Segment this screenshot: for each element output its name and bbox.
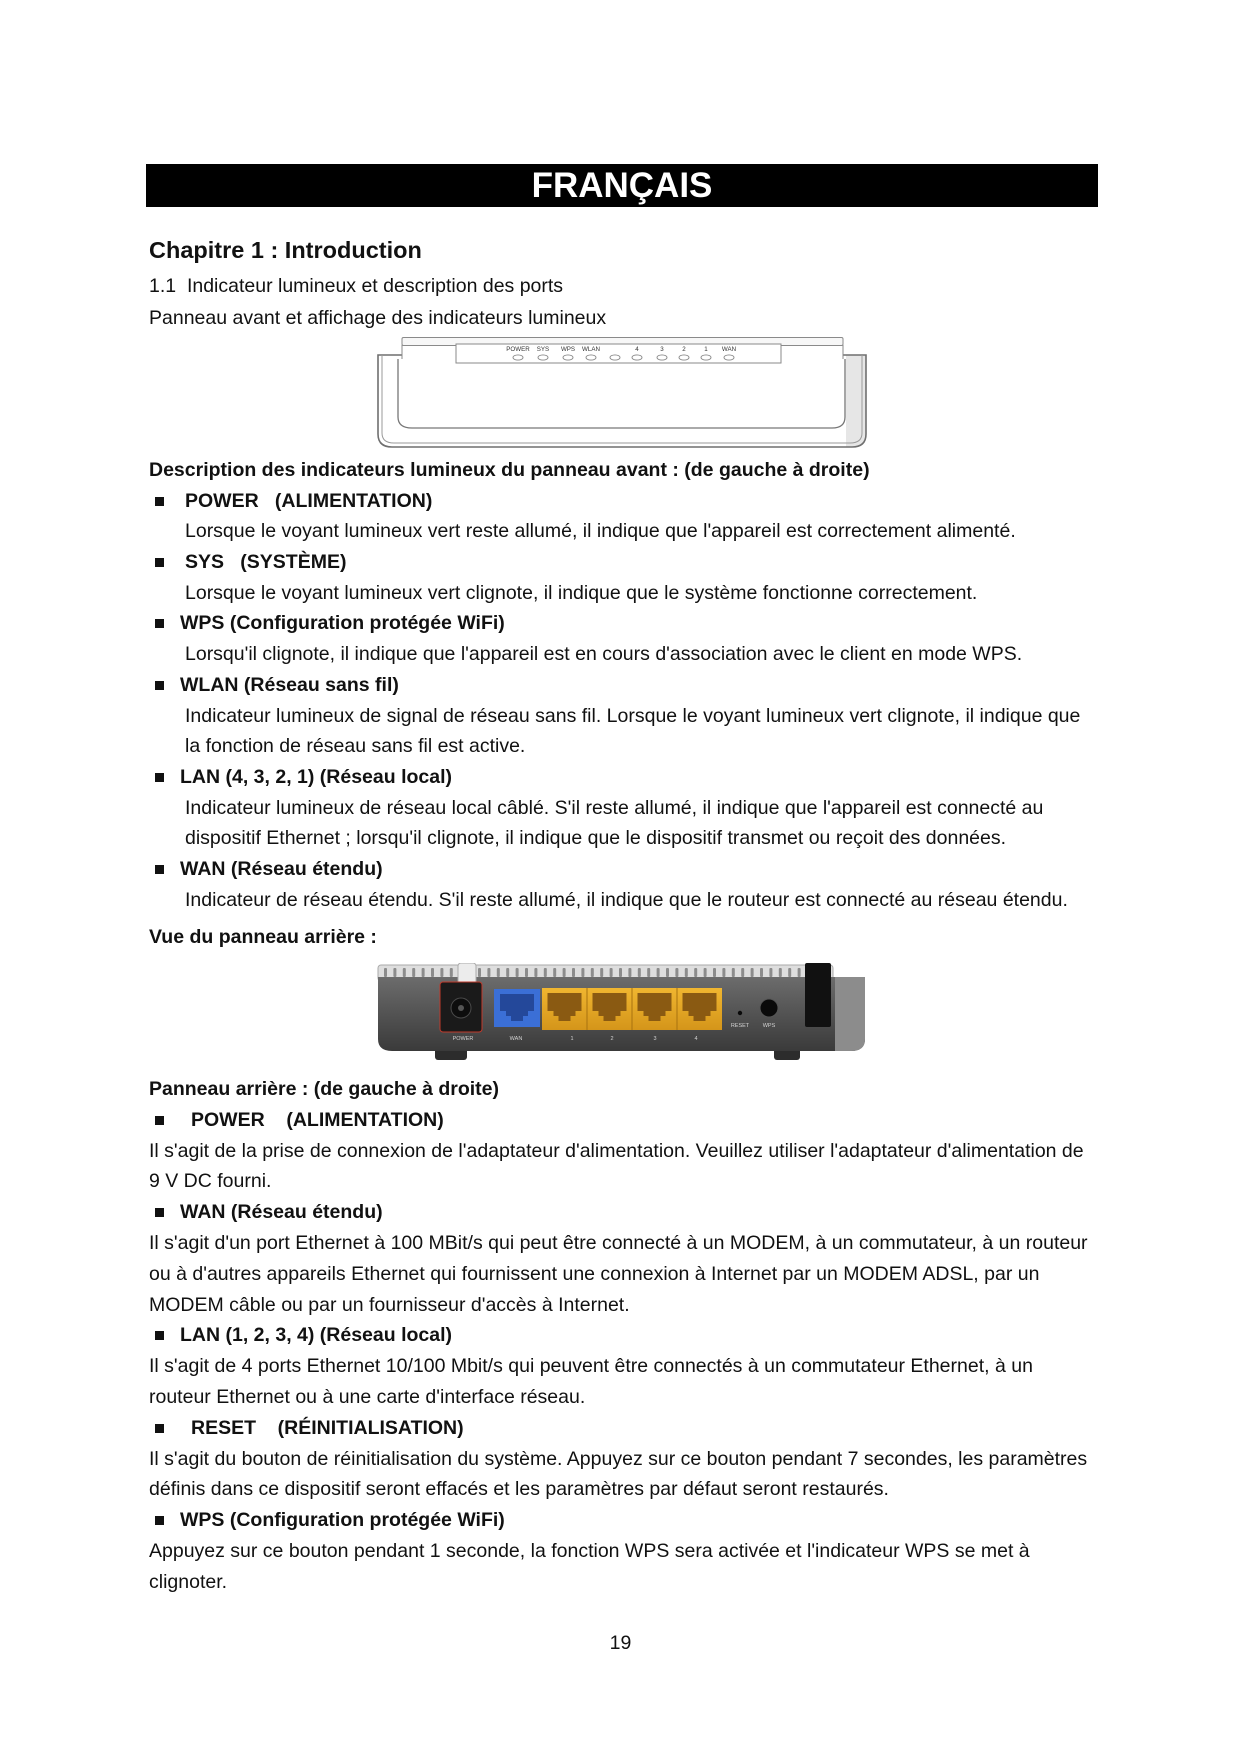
vent-slot (685, 968, 688, 977)
rear-view-heading: Vue du panneau arrière : (149, 926, 377, 948)
bullet-label: WPS (Configuration protégée WiFi) (180, 1509, 505, 1532)
bullet-label: LAN (1, 2, 3, 4) (Réseau local) (180, 1324, 453, 1347)
bullet-square-icon (155, 497, 164, 506)
led-icon (610, 355, 620, 360)
led-label-wan: WAN (721, 346, 737, 353)
vent-slot (450, 968, 453, 977)
vent-slot (647, 968, 650, 977)
bullet-wps (0, 608, 1241, 639)
vent-slot (572, 968, 575, 977)
vent-slot (440, 968, 443, 977)
bullet-square-icon (155, 1331, 164, 1340)
bullet-label: LAN (4, 3, 2, 1) (Réseau local) (180, 765, 453, 788)
bullet-wan (0, 854, 1241, 885)
bullet-label: WPS (Configuration protégée WiFi) (180, 612, 505, 635)
led-icon (513, 355, 523, 360)
vent-slot (412, 968, 415, 977)
rear-label-lan-4: 4 (694, 1036, 698, 1042)
vent-slot (384, 968, 387, 977)
vent-slot (497, 968, 500, 977)
bullet-text: Il s'agit du bouton de réinitialisation du système. Appuyez sur ce bouton pendant 7 secondes, les paramètres (149, 1447, 1088, 1470)
bullet-square-icon (155, 681, 164, 690)
led-label-sys: SYS (536, 346, 550, 353)
language-header-bar (146, 164, 1098, 207)
bullet-reset (0, 1413, 1241, 1444)
section-title: 1.1 Indicateur lumineux et description des ports (149, 275, 564, 297)
front-panel-inner-outline (398, 359, 845, 428)
vent-slot (704, 968, 707, 977)
bullet-wan (0, 1197, 1241, 1228)
bullet-label: RESET (RÉINITIALISATION) (191, 1416, 464, 1439)
vent-slot (628, 968, 631, 977)
bullet-text: Indicateur lumineux de réseau local câblé. S'il reste allumé, il indique que l'appareil est connecté au (185, 796, 1044, 819)
bullet-text: ou à d'autres appareils Ethernet qui fournissent une connexion à Internet par un MODEM ADSL, par un (149, 1262, 1040, 1285)
vent-slot (638, 968, 641, 977)
bullet-square-icon (155, 865, 164, 874)
vent-slot (591, 968, 594, 977)
led-icon (632, 355, 642, 360)
bullet-power (0, 1105, 1241, 1136)
bullet-text: Il s'agit de 4 ports Ethernet 10/100 Mbit/s qui peuvent être connectés à un commutateur Ethernet, à un (149, 1355, 1033, 1378)
vent-slot (553, 968, 556, 977)
vent-slot (732, 968, 735, 977)
rear-label-lan-1: 1 (570, 1036, 574, 1042)
led-icon (657, 355, 667, 360)
vent-slot (431, 968, 434, 977)
bullet-label: WAN (Réseau étendu) (180, 1201, 383, 1224)
antenna (805, 963, 831, 1027)
bullet-label: WLAN (Réseau sans fil) (180, 673, 399, 696)
rear-body-right-end (835, 977, 865, 1051)
bullet-power (0, 486, 1241, 517)
language-title: FRANÇAIS (531, 166, 713, 205)
bullet-text: Lorsque le voyant lumineux vert reste allumé, il indique que l'appareil est correctement alimenté. (185, 520, 1016, 543)
front-panel-right-shade (843, 355, 866, 447)
front-panel-outer-outline (378, 355, 866, 447)
vent-slot (779, 968, 782, 977)
vent-slot (657, 968, 660, 977)
bullet-lan (0, 762, 1241, 793)
vent-slot (403, 968, 406, 977)
bullet-square-icon (155, 773, 164, 782)
bullet-text: Appuyez sur ce bouton pendant 1 seconde, la fonction WPS sera activée et l'indicateur WPS se met à (149, 1539, 1030, 1562)
reset-button-icon (738, 1011, 742, 1015)
bullet-text: Indicateur lumineux de signal de réseau sans fil. Lorsque le voyant lumineux vert clignote, il indique que (185, 704, 1081, 727)
bullet-label: POWER (ALIMENTATION) (185, 489, 433, 512)
led-icon (724, 355, 734, 360)
intro-section (149, 271, 606, 334)
front-panel-outer-outline-2 (382, 355, 862, 443)
led-label-power: POWER (506, 346, 530, 353)
bullet-text: Lorsqu'il clignote, il indique que l'appareil est en cours d'association avec le client en mode WPS. (185, 643, 1023, 666)
vent-slot (675, 968, 678, 977)
rear-panel-image (376, 963, 866, 1061)
vent-slot (610, 968, 613, 977)
bullet-wps (0, 1505, 1241, 1536)
rear-ports-heading: Panneau arrière : (de gauche à droite) (149, 1078, 500, 1100)
vent-slot (741, 968, 744, 977)
bullet-text: définis dans ce dispositif seront effacés et les paramètres par défaut seront restaurés. (149, 1478, 889, 1501)
vent-slot (525, 968, 528, 977)
front-panel-image (376, 337, 868, 449)
wps-button-icon (760, 999, 778, 1017)
vent-slot (581, 968, 584, 977)
led-label-wps: WPS (560, 346, 576, 353)
led-label-lan-4: 4 (635, 346, 639, 353)
vent-slot (478, 968, 481, 977)
vent-slot (619, 968, 622, 977)
bullet-text: Lorsque le voyant lumineux vert clignote, il indique que le système fonctionne correctement. (185, 581, 978, 604)
vent-slot (751, 968, 754, 977)
bullet-text: Il s'agit de la prise de connexion de l'adaptateur d'alimentation. Veuillez utiliser l'adaptateur d'alimentation de (149, 1139, 1084, 1162)
vent-slot (713, 968, 716, 977)
vent-slot (600, 968, 603, 977)
rear-label-wps: WPS (762, 1023, 776, 1029)
vent-slot (769, 968, 772, 977)
bullet-text: 9 V DC fourni. (149, 1170, 272, 1193)
led-icon (701, 355, 711, 360)
vent-slot (516, 968, 519, 977)
page-number: 19 (609, 1632, 632, 1654)
section-subtitle: Panneau avant et affichage des indicateurs lumineux (149, 306, 607, 329)
vent-slot (487, 968, 490, 977)
bullet-text: dispositif Ethernet ; lorsqu'il clignote, il indique que le dispositif transmet ou reçoit des données. (185, 827, 1007, 850)
rear-label-power: POWER (452, 1036, 474, 1042)
bullet-text: Indicateur de réseau étendu. S'il reste allumé, il indique que le routeur est connecté au réseau étendu. (185, 888, 1068, 911)
led-label-lan-3: 3 (660, 346, 664, 353)
bullet-square-icon (155, 1116, 164, 1125)
rear-label-lan-2: 2 (610, 1036, 614, 1042)
bullet-lan (0, 1320, 1241, 1351)
led-label-lan-1: 1 (704, 346, 708, 353)
bullet-text: Il s'agit d'un port Ethernet à 100 MBit/s qui peut être connecté à un MODEM, à un commutateur, à un routeur (149, 1231, 1088, 1254)
chapter-title: Chapitre 1 : Introduction (149, 237, 422, 263)
rear-label-reset: RESET (730, 1023, 750, 1029)
bullet-label: POWER (ALIMENTATION) (191, 1108, 444, 1131)
bullet-square-icon (155, 558, 164, 567)
vent-slot (694, 968, 697, 977)
front-led-heading: Description des indicateurs lumineux du panneau avant : (de gauche à droite) (149, 459, 870, 481)
led-icon (538, 355, 548, 360)
vent-slot (722, 968, 725, 977)
vent-slot (422, 968, 425, 977)
vent-slot (393, 968, 396, 977)
bullet-text: routeur Ethernet ou à une carte d'interface réseau. (149, 1385, 586, 1408)
bullet-square-icon (155, 619, 164, 628)
led-label-lan-2: 2 (682, 346, 686, 353)
rear-label-lan-3: 3 (653, 1036, 657, 1042)
bullet-square-icon (155, 1424, 164, 1433)
vent-slot (798, 968, 801, 977)
led-icon (679, 355, 689, 360)
bullet-text: MODEM câble ou par un fournisseur d'accès à Internet. (149, 1293, 630, 1316)
front-led-descriptions (0, 455, 1241, 915)
vent-slot (544, 968, 547, 977)
vent-slot (534, 968, 537, 977)
bullet-wlan (0, 670, 1241, 701)
led-icon (586, 355, 596, 360)
rear-label-wan: WAN (509, 1036, 523, 1042)
vent-slot (760, 968, 763, 977)
vent-slot (506, 968, 509, 977)
led-label-wlan: WLAN (582, 346, 600, 353)
vent-slot (563, 968, 566, 977)
led-icon (563, 355, 573, 360)
bullet-text: clignoter. (149, 1570, 228, 1593)
bullet-text: la fonction de réseau sans fil est active. (185, 735, 526, 758)
vent-slot (788, 968, 791, 977)
bullet-square-icon (155, 1516, 164, 1525)
vent-slot (666, 968, 669, 977)
bullet-sys (0, 547, 1241, 578)
bullet-label: SYS (SYSTÈME) (185, 551, 347, 574)
bullet-square-icon (155, 1208, 164, 1217)
bullet-label: WAN (Réseau étendu) (180, 857, 383, 880)
rear-port-descriptions (0, 1074, 1241, 1598)
